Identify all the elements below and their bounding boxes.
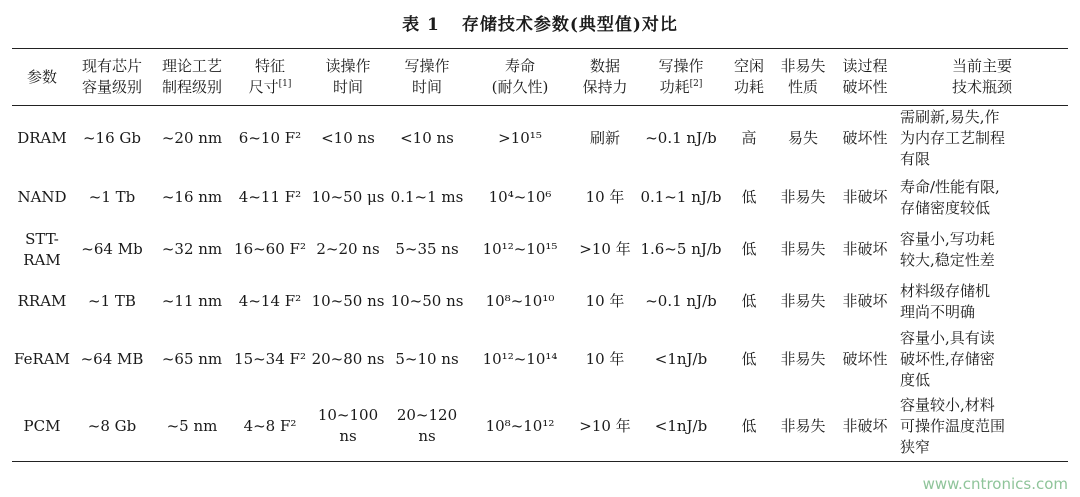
cell-endurance: 10⁸~10¹² (466, 392, 574, 462)
cell-nonvolatile: 易失 (787, 129, 818, 148)
cell-retention: 10 年 (585, 350, 625, 368)
cell-nonvolatile: 非易失 (780, 188, 826, 206)
cell-idle-power: 低 (741, 292, 757, 310)
table-caption: 存储技术参数(典型值)对比 (461, 15, 678, 35)
cell-retention: 10 年 (585, 292, 625, 310)
bottleneck-line: 有限 (900, 150, 931, 169)
cell-write-power: ~0.1 nJ/b (645, 292, 717, 310)
cell-feature-size: 15~34 F² (234, 350, 306, 368)
bottleneck-line: 寿命/性能有限, (900, 177, 1000, 196)
cell-name: RRAM (17, 292, 67, 310)
header-line: 写操作 (658, 57, 704, 75)
header-line: 当前主要 (951, 57, 1012, 75)
column-header (772, 49, 834, 106)
cell-idle-power: 低 (741, 240, 757, 258)
bottleneck-line: 容量较小,材料 (900, 395, 995, 414)
cell-nonvolatile: 非易失 (772, 392, 834, 462)
header-line: 保持力 (582, 78, 628, 96)
cell-capacity: ~64 MB (80, 350, 144, 368)
column-header (466, 49, 574, 106)
cell-endurance: 10⁸~10¹⁰ (485, 292, 555, 310)
column-header (834, 49, 896, 106)
cell-bottleneck (896, 224, 1068, 276)
cell-bottleneck (896, 276, 1068, 328)
bottleneck-line: 容量小,具有读 (900, 329, 995, 347)
header-line: 数据 (589, 57, 620, 75)
column-header (72, 49, 152, 106)
cell-capacity: ~1 TB (88, 292, 136, 310)
column-header (308, 49, 388, 106)
cell-idle-power: 低 (741, 188, 757, 206)
bottleneck-line: 理尚不明确 (900, 302, 976, 321)
cell-nonvolatile: 非易失 (780, 240, 826, 258)
header-line: 参数 (26, 67, 57, 86)
cell-read-time: <10 ns (321, 129, 375, 148)
table-number: 表 1 (402, 15, 440, 35)
cell-write-power: <1nJ/b (654, 350, 708, 368)
cell-read-time: 20~80 ns (311, 350, 385, 368)
header-line: 时间 (332, 78, 363, 96)
bottleneck-line: 较大,稳定性差 (900, 250, 995, 269)
cell-read-time: 10~50 ns (311, 292, 385, 310)
cell-read-destructive: 非破坏 (834, 392, 896, 462)
cell-capacity: ~8 Gb (72, 392, 152, 462)
cell-write-time: 5~10 ns (395, 350, 459, 368)
bottleneck-line: 狭窄 (900, 437, 931, 456)
cell-read-destructive: 破坏性 (842, 350, 888, 368)
cell-read-time: 10~50 μs (311, 188, 385, 206)
header-line: 容量级别 (81, 78, 142, 96)
bottleneck-line: 为内存工艺制程 (900, 129, 1006, 148)
table-row (12, 392, 1068, 462)
cell-endurance: >10¹⁵ (498, 129, 542, 148)
cell-read-destructive: 非破坏 (842, 188, 888, 206)
column-header (896, 49, 1068, 106)
header-line: 制程级别 (161, 78, 222, 96)
cell-write-time: 0.1~1 ms (390, 188, 464, 206)
cell-write-power: 1.6~5 nJ/b (640, 240, 722, 258)
header-line: 尺寸[1] (248, 78, 292, 96)
cell-process: ~32 nm (161, 240, 223, 258)
table-title (0, 10, 1080, 35)
cell-capacity: ~64 Mb (81, 240, 143, 258)
header-line: 空闲 (733, 57, 764, 75)
header-line: 特征 (254, 57, 285, 75)
cell-read-destructive: 非破坏 (842, 292, 888, 310)
footnote-marker: [2] (689, 79, 703, 89)
header-line: 读过程 (842, 57, 888, 75)
header-line: 功耗 (733, 78, 764, 96)
cell-bottleneck (896, 392, 1068, 462)
cell-idle-power: 低 (741, 350, 757, 368)
header-line: 写操作 (404, 57, 450, 75)
header-line: 读操作 (325, 57, 371, 75)
watermark: www.cntronics.com (922, 475, 1068, 493)
comparison-table (12, 48, 1068, 462)
column-header (152, 49, 232, 106)
header-line: 性质 (787, 78, 818, 96)
cell-name: FeRAM (14, 350, 70, 368)
cell-feature-size: 4~11 F² (238, 188, 302, 206)
bottleneck-line: 存储密度较低 (900, 198, 991, 217)
header-line: 现有芯片 (81, 57, 142, 75)
cell-nonvolatile: 非易失 (780, 350, 826, 368)
cell-write-power: <1nJ/b (636, 392, 726, 462)
bottleneck-line: 可操作温度范围 (900, 416, 1006, 435)
cell-write-power: 0.1~1 nJ/b (640, 188, 722, 206)
cell-bottleneck (896, 172, 1068, 224)
bottleneck-line: 度低 (900, 371, 931, 389)
cell-name: STT-RAM (23, 229, 61, 269)
cell-nonvolatile: 非易失 (780, 292, 826, 310)
cell-retention: 10 年 (585, 188, 625, 206)
cell-name: DRAM (17, 129, 67, 148)
cell-process: ~16 nm (161, 188, 223, 206)
cell-retention: 刷新 (589, 129, 620, 148)
header-line: 功耗[2] (659, 78, 703, 96)
cell-read-time: 10~100 ns (308, 392, 388, 462)
bottleneck-line: 破坏性,存储密 (900, 350, 995, 368)
table-body (12, 106, 1068, 462)
cell-capacity: ~1 Tb (88, 188, 136, 206)
cell-process: ~5 nm (152, 392, 232, 462)
cell-write-time: 5~35 ns (395, 240, 459, 258)
cell-process: ~65 nm (161, 350, 223, 368)
cell-capacity: ~16 Gb (82, 129, 141, 148)
table-row (12, 172, 1068, 224)
cell-name: NAND (17, 188, 67, 206)
header-line: 时间 (411, 78, 442, 96)
cell-feature-size: 6~10 F² (238, 129, 302, 148)
cell-bottleneck (896, 106, 1068, 172)
cell-write-time: <10 ns (400, 129, 454, 148)
cell-write-time: 20~120 ns (388, 392, 466, 462)
column-header (636, 49, 726, 106)
header-line: (耐久性) (491, 78, 549, 96)
cell-retention: >10 年 (574, 392, 636, 462)
column-header (12, 49, 72, 106)
column-header (388, 49, 466, 106)
column-header (232, 49, 308, 106)
cell-retention: >10 年 (579, 240, 631, 258)
cell-endurance: 10¹²~10¹⁴ (482, 350, 558, 368)
cell-feature-size: 16~60 F² (234, 240, 306, 258)
header-line: 破坏性 (842, 78, 888, 96)
cell-idle-power: 高 (741, 129, 757, 148)
header-line: 非易失 (780, 57, 826, 75)
cell-write-power: ~0.1 nJ/b (645, 129, 717, 148)
cell-process: ~11 nm (161, 292, 223, 310)
column-header (574, 49, 636, 106)
cell-feature-size: 4~8 F² (232, 392, 308, 462)
header-line: 理论工艺 (161, 57, 222, 75)
cell-endurance: 10⁴~10⁶ (488, 188, 552, 206)
footnote-marker: [1] (278, 79, 292, 89)
cell-endurance: 10¹²~10¹⁵ (482, 240, 558, 258)
bottleneck-line: 材料级存储机 (900, 281, 991, 300)
cell-read-destructive: 非破坏 (842, 240, 888, 258)
cell-feature-size: 4~14 F² (238, 292, 302, 310)
cell-read-time: 2~20 ns (316, 240, 380, 258)
table-row (12, 224, 1068, 276)
table-row (12, 106, 1068, 172)
bottleneck-line: 容量小,写功耗 (900, 229, 995, 248)
column-header (726, 49, 772, 106)
cell-write-time: 10~50 ns (390, 292, 464, 310)
bottleneck-line: 需刷新,易失,作 (900, 108, 1000, 127)
header-line: 寿命 (504, 57, 535, 75)
header-line: 技术瓶颈 (951, 78, 1012, 96)
table-row (12, 276, 1068, 328)
cell-read-destructive: 破坏性 (842, 129, 888, 148)
cell-bottleneck (896, 328, 1068, 392)
cell-idle-power: 低 (726, 392, 772, 462)
header-row (12, 49, 1068, 106)
cell-process: ~20 nm (161, 129, 223, 148)
cell-name: PCM (12, 392, 72, 462)
table-row (12, 328, 1068, 392)
